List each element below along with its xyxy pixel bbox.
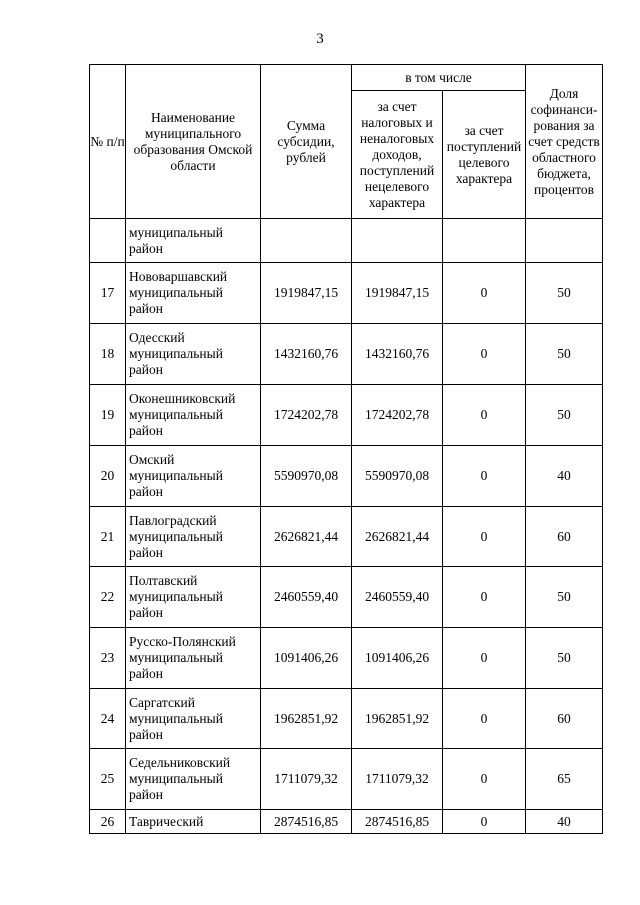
municipality-name-line: Павлоградский — [129, 512, 217, 528]
cofinancing-share: 65 — [526, 749, 603, 810]
row-number: 17 — [90, 263, 126, 324]
header-municipality-name: Наименование муниципального образования Омской области — [126, 65, 261, 219]
municipality-name — [126, 385, 261, 446]
table-body — [90, 219, 603, 834]
non-targeted-amount: 2874516,85 — [352, 810, 443, 834]
subsidy-sum: 2874516,85 — [261, 810, 352, 834]
targeted-amount: 0 — [443, 567, 526, 628]
municipality-name — [126, 689, 261, 749]
table-row — [90, 446, 603, 507]
subsidy-sum: 1919847,15 — [261, 263, 352, 324]
row-number: 18 — [90, 324, 126, 385]
cofinancing-share: 50 — [526, 567, 603, 628]
subsidy-sum: 1962851,92 — [261, 689, 352, 749]
municipality-name-line: муниципальный — [129, 407, 223, 422]
targeted-amount: 0 — [443, 507, 526, 567]
municipality-name — [126, 507, 261, 567]
targeted-amount: 0 — [443, 446, 526, 507]
table-row — [90, 628, 603, 689]
header-cofinancing-share: Доля софинанси-рования за счет средств областного бюджета, процентов — [526, 65, 603, 219]
table-row — [90, 219, 603, 263]
non-targeted-amount: 1432160,76 — [352, 324, 443, 385]
targeted-amount: 0 — [443, 810, 526, 834]
municipality-name — [126, 219, 261, 263]
cofinancing-share: 50 — [526, 263, 603, 324]
cofinancing-share: 60 — [526, 689, 603, 749]
targeted-amount: 0 — [443, 749, 526, 810]
municipality-name — [126, 446, 261, 507]
row-number: 21 — [90, 507, 126, 567]
municipality-name — [126, 263, 261, 324]
table-row — [90, 263, 603, 324]
row-number: 20 — [90, 446, 126, 507]
municipality-name-line: район — [129, 484, 163, 499]
subsidy-sum: 1432160,76 — [261, 324, 352, 385]
municipality-name-line: Седельниковский — [129, 755, 231, 770]
municipality-name-line: Полтавский — [129, 573, 198, 588]
table-row — [90, 810, 603, 834]
subsidy-sum: 5590970,08 — [261, 446, 352, 507]
subsidy-sum — [261, 219, 352, 263]
municipality-name-line: район — [129, 362, 163, 377]
non-targeted-amount: 1919847,15 — [352, 263, 443, 324]
municipality-name-line: муниципальный — [129, 468, 223, 483]
municipality-name-line: Омский — [129, 452, 175, 467]
municipality-name-line: муниципальный — [129, 710, 223, 726]
municipality-name-line: муниципальный — [129, 650, 223, 665]
table-row — [90, 749, 603, 810]
municipality-name-line: Оконешниковский — [129, 391, 236, 406]
table-row — [90, 567, 603, 628]
municipality-name — [126, 749, 261, 810]
municipality-name-line: район — [129, 240, 163, 256]
table-row — [90, 324, 603, 385]
municipality-name-line: Саргатский — [129, 694, 195, 710]
municipality-name-line: район — [129, 666, 163, 681]
subsidy-sum: 1724202,78 — [261, 385, 352, 446]
subsidy-sum: 2626821,44 — [261, 507, 352, 567]
municipality-name — [126, 567, 261, 628]
municipality-name-line: район — [129, 301, 163, 316]
municipality-name-line: район — [129, 544, 163, 560]
municipality-name-line: Одесский — [129, 330, 185, 345]
subsidy-sum: 1091406,26 — [261, 628, 352, 689]
municipality-name-line: муниципальный — [129, 589, 223, 604]
table-row — [90, 507, 603, 567]
municipality-name-line: район — [129, 605, 163, 620]
targeted-amount — [443, 219, 526, 263]
header-targeted: за счет поступлений целевого характера — [443, 91, 526, 219]
cofinancing-share: 50 — [526, 385, 603, 446]
row-number — [90, 219, 126, 263]
row-number: 22 — [90, 567, 126, 628]
municipality-name-line: район — [129, 726, 163, 742]
cofinancing-share: 40 — [526, 446, 603, 507]
page-number: 3 — [316, 31, 324, 47]
municipality-name-line: Нововаршавский — [129, 269, 228, 284]
targeted-amount: 0 — [443, 689, 526, 749]
header-including: в том числе — [352, 65, 526, 91]
subsidy-sum: 2460559,40 — [261, 567, 352, 628]
row-number: 25 — [90, 749, 126, 810]
cofinancing-share — [526, 219, 603, 263]
cofinancing-share: 50 — [526, 324, 603, 385]
targeted-amount: 0 — [443, 628, 526, 689]
municipality-name — [126, 324, 261, 385]
non-targeted-amount: 5590970,08 — [352, 446, 443, 507]
cofinancing-share: 40 — [526, 810, 603, 834]
row-number: 26 — [90, 810, 126, 834]
non-targeted-amount: 2460559,40 — [352, 567, 443, 628]
cofinancing-share: 50 — [526, 628, 603, 689]
non-targeted-amount: 2626821,44 — [352, 507, 443, 567]
subsidy-sum: 1711079,32 — [261, 749, 352, 810]
municipality-name-line: район — [129, 423, 163, 438]
cofinancing-share: 60 — [526, 507, 603, 567]
municipality-name-line: Таврический — [129, 813, 204, 829]
targeted-amount: 0 — [443, 385, 526, 446]
table-row — [90, 385, 603, 446]
header-number: № п/п — [90, 65, 126, 219]
targeted-amount: 0 — [443, 263, 526, 324]
non-targeted-amount: 1711079,32 — [352, 749, 443, 810]
header-subsidy-sum: Сумма субсидии, рублей — [261, 65, 352, 219]
municipality-name-line: муниципальный — [129, 528, 223, 544]
municipality-name — [126, 810, 261, 834]
row-number: 23 — [90, 628, 126, 689]
municipality-name-line: муниципальный — [129, 224, 223, 240]
municipality-name — [126, 628, 261, 689]
row-number: 24 — [90, 689, 126, 749]
municipality-name-line: муниципальный — [129, 285, 223, 300]
non-targeted-amount — [352, 219, 443, 263]
non-targeted-amount: 1962851,92 — [352, 689, 443, 749]
header-non-targeted: за счет налоговых и неналоговых доходов, поступлений нецелевого характера — [352, 91, 443, 219]
non-targeted-amount: 1091406,26 — [352, 628, 443, 689]
municipality-name-line: муниципальный — [129, 771, 223, 786]
targeted-amount: 0 — [443, 324, 526, 385]
municipality-name-line: район — [129, 787, 163, 802]
non-targeted-amount: 1724202,78 — [352, 385, 443, 446]
subsidy-table — [89, 64, 603, 834]
municipality-name-line: Русско-Полянский — [129, 634, 236, 649]
table-row — [90, 689, 603, 749]
row-number: 19 — [90, 385, 126, 446]
municipality-name-line: муниципальный — [129, 346, 223, 361]
